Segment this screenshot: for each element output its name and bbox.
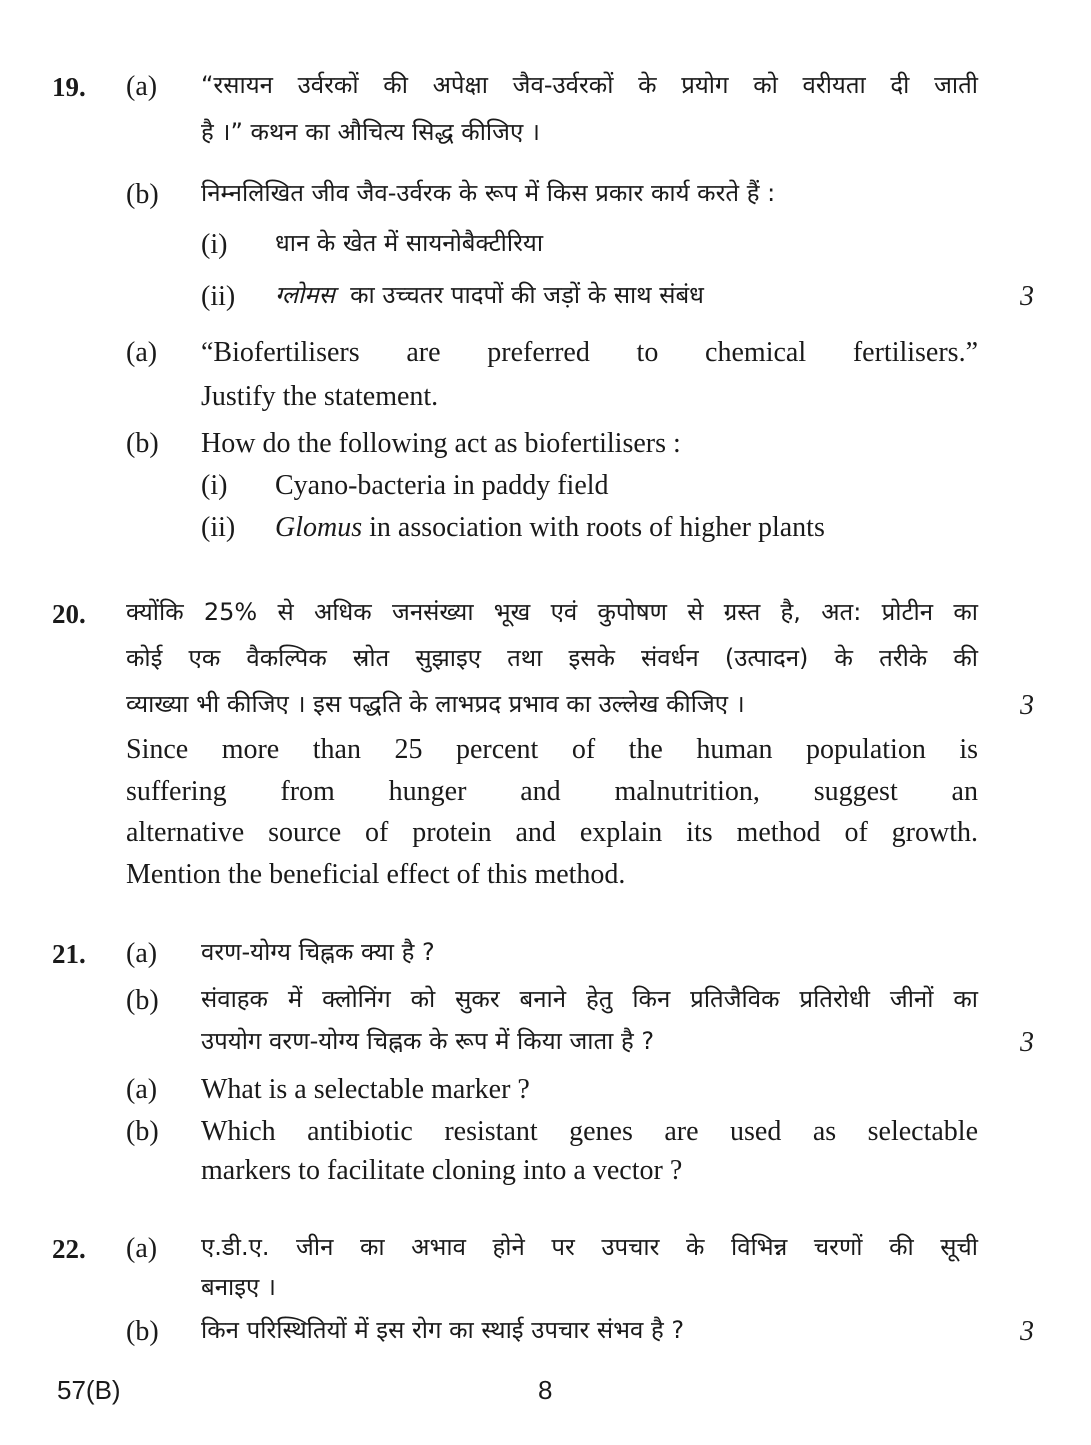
q19-en-b-line: How do the following act as biofertilisers : xyxy=(201,428,681,459)
q20-hi-line2: कोई एक वैकल्पिक स्रोत सुझाइए तथा इसके संवर्धन (उत्पादन) के तरीके की xyxy=(126,644,978,672)
part-label: (b) xyxy=(126,985,159,1016)
q19-hi-ii-text: का उच्चतर पादपों की जड़ों के साथ संबंध xyxy=(350,281,704,309)
subpart-label: (ii) xyxy=(201,281,236,312)
q19-hi-a-line2: है ।” कथन का औचित्य सिद्ध कीजिए । xyxy=(201,118,540,146)
page-number: 8 xyxy=(538,1375,553,1405)
q20-hi-line1: क्योंकि 25% से अधिक जनसंख्या भूख एवं कुपोषण से ग्रस्त है, अत: प्रोटीन का xyxy=(126,598,978,626)
marks-21: 3 xyxy=(1020,1027,1034,1058)
q22-hi-a-line1: ए.डी.ए. जीन का अभाव होने पर उपचार के विभिन्न चरणों की सूची xyxy=(201,1233,978,1261)
subpart-label: (i) xyxy=(201,470,228,501)
q22-hi-a-line2: बनाइए । xyxy=(201,1273,277,1301)
part-label: (b) xyxy=(126,179,159,210)
q20-en-line1: Since more than 25 percent of the human population is xyxy=(126,734,978,765)
marks-22: 3 xyxy=(1020,1316,1034,1347)
q19-en-ii-line xyxy=(275,511,825,545)
q21-en-b-line2: markers to facilitate cloning into a vector ? xyxy=(201,1155,683,1186)
q21-en-a-text: What is a selectable marker ? xyxy=(201,1074,530,1105)
q20-en-line3: alternative source of protein and explain its method of growth. xyxy=(126,817,978,848)
paper-code: 57(B) xyxy=(57,1375,121,1405)
question-number-20: 20. xyxy=(52,599,86,629)
q20-en-line2: suffering from hunger and malnutrition, suggest an xyxy=(126,776,978,807)
marks-19: 3 xyxy=(1020,281,1034,312)
q21-hi-a-text: वरण-योग्य चिह्नक क्या है ? xyxy=(201,938,435,966)
q20-hi-line3: व्याख्या भी कीजिए । इस पद्धति के लाभप्रद प्रभाव का उल्लेख कीजिए । xyxy=(126,690,745,718)
glomus-italic: Glomus xyxy=(275,512,363,543)
marks-20: 3 xyxy=(1020,690,1034,721)
question-number-19: 19. xyxy=(52,72,86,102)
part-label: (a) xyxy=(126,337,158,368)
part-label: (a) xyxy=(126,1074,158,1105)
q19-hi-ii-line xyxy=(275,278,704,312)
part-label: (a) xyxy=(126,1233,158,1264)
q21-hi-b-line2: उपयोग वरण-योग्य चिह्नक के रूप में किया जाता है ? xyxy=(201,1027,655,1055)
q22-hi-b-text: किन परिस्थितियों में इस रोग का स्थाई उपचार संभव है ? xyxy=(201,1316,685,1344)
question-number-22: 22. xyxy=(52,1234,86,1264)
question-number-21: 21. xyxy=(52,939,86,969)
subpart-label: (i) xyxy=(201,229,228,260)
q21-en-b-line1: Which antibiotic resistant genes are used as selectable xyxy=(201,1116,978,1147)
part-label: (a) xyxy=(126,938,158,969)
q21-hi-b-line1: संवाहक में क्लोनिंग को सुकर बनाने हेतु किन प्रतिजैविक प्रतिरोधी जीनों का xyxy=(201,985,978,1013)
q19-hi-a-line1: “रसायन उर्वरकों की अपेक्षा जैव-उर्वरकों के प्रयोग को वरीयता दी जाती xyxy=(201,71,978,99)
glomus-hindi-italic: ग्लोमस xyxy=(275,281,335,309)
q20-en-line4: Mention the beneficial effect of this method. xyxy=(126,859,626,890)
q19-hi-i-text: धान के खेत में सायनोबैक्टीरिया xyxy=(275,229,544,257)
subpart-label: (ii) xyxy=(201,512,236,543)
part-label: (a) xyxy=(126,71,158,102)
q19-en-i-text: Cyano-bacteria in paddy field xyxy=(275,470,609,501)
q19-en-a-line1: “Biofertilisers are preferred to chemical fertilisers.” xyxy=(201,337,978,368)
part-label: (b) xyxy=(126,1116,159,1147)
q19-hi-b-line: निम्नलिखित जीव जैव-उर्वरक के रूप में किस प्रकार कार्य करते हैं : xyxy=(201,179,776,207)
q19-en-ii-text: in association with roots of higher plants xyxy=(369,512,825,543)
part-label: (b) xyxy=(126,428,159,459)
part-label: (b) xyxy=(126,1316,159,1347)
q19-en-a-line2: Justify the statement. xyxy=(201,381,439,412)
